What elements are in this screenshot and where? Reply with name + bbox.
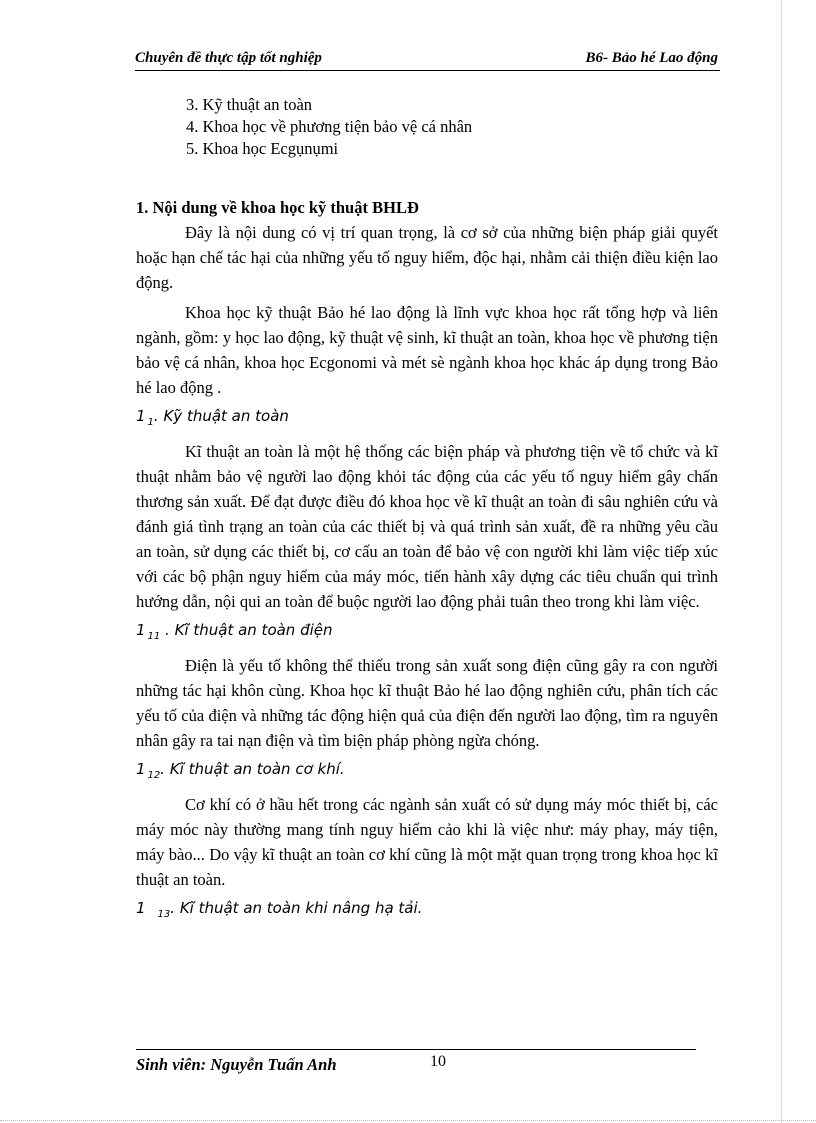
subsection-heading-safety: 1 $_1$. Kỹ thuật an toàn <box>136 407 289 428</box>
page-edge-vertical <box>781 0 782 1123</box>
header-topic: B6- Bảo hé Lao động <box>585 50 718 66</box>
page-edge-horizontal <box>0 1120 816 1121</box>
subsection-heading-mechanical: 1 $_{12}$. Kĩ thuật an toàn cơ khí. <box>136 760 345 781</box>
section-heading: 1. Nội dung về khoa học kỹ thuật BHLĐ <box>136 198 419 217</box>
topic-list <box>186 94 472 160</box>
page-header <box>135 50 720 71</box>
header-document-type: Chuyên đề thực tập tốt nghiệp <box>135 50 322 66</box>
main-content <box>136 195 718 931</box>
page-number: 10 <box>430 1053 446 1070</box>
topic-list-item: 5. Khoa học Ecgụnụmi <box>186 139 339 158</box>
footer-divider <box>136 1049 696 1050</box>
subsection-paragraph: Kĩ thuật an toàn là một hệ thống các biện pháp và phương tiện về tổ chức và kĩ thuật nhằm bảo vệ người lao động khỏi tác động của các yếu tố nguy hiểm gây chấn thương sản xuất. Để đạt được điều đó khoa học về kĩ thuật an toàn đi sâu nghiên cứu và đánh giá tình trạng an toàn của các thiết bị và quá trình sản xuất, đề ra những yêu cầu an toàn, sử dụng các thiết bị, cơ cấu an toàn để bảo vệ con người khi làm việc tiếp xúc với các bộ phận nguy hiểm của máy móc, tiến hành xây dựng các tiêu chuẩn qui trình hướng dẫn, nội qui an toàn để buộc người lao động phải tuân theo trong khi làm việc. <box>136 442 718 611</box>
topic-list-item: 3. Kỹ thuật an toàn <box>186 95 313 114</box>
topic-list-item: 4. Khoa học về phương tiện bảo vệ cá nhân <box>186 117 473 136</box>
footer-student-name: Sinh viên: Nguyễn Tuấn Anh <box>136 1055 337 1074</box>
subsection-paragraph: Điện là yếu tố không thể thiếu trong sản xuất song điện cũng gây ra con người những tác hại khôn cùng. Khoa học kĩ thuật Bảo hé lao động nghiên cứu, phân tích các yếu tố của điện và những tác động hiện quả của điện đến người lao động, tìm ra nguyên nhân gây ra tai nạn điện và tìm biện pháp phòng ngừa chóng. <box>136 656 718 750</box>
intro-paragraph: Đây là nội dung có vị trí quan trọng, là cơ sở của những biện pháp giải quyết hoặc hạn chế tác hại của những yếu tố nguy hiểm, độc hại, nhằm cải thiện điều kiện lao động. <box>136 223 718 292</box>
subsection-heading-lifting: 1 $_{13}$. Kĩ thuật an toàn khi nâng hạ tải. <box>136 899 423 920</box>
subsection-paragraph: Cơ khí có ở hầu hết trong các ngành sản xuất có sử dụng máy móc thiết bị, các máy móc này thường mang tính nguy hiểm cảo khi là việc như: máy phay, máy tiện, máy bào... Do vậy kĩ thuật an toàn cơ khí cũng là một mặt quan trọng trong khoa học kĩ thuật an toàn. <box>136 795 718 889</box>
intro-paragraph: Khoa học kỹ thuật Bảo hé lao động là lĩnh vực khoa học rất tổng hợp và liên ngành, gồm: y học lao động, kỹ thuật vệ sinh, kĩ thuật an toàn, khoa học về phương tiện bảo vệ cá nhân, khoa học Ecgonomi và mét sè ngành khoa học khác áp dụng trong Bảo hé lao động . <box>136 303 718 397</box>
subsection-heading-electrical: 1 $_{11}$ . Kĩ thuật an toàn điện <box>136 621 333 642</box>
